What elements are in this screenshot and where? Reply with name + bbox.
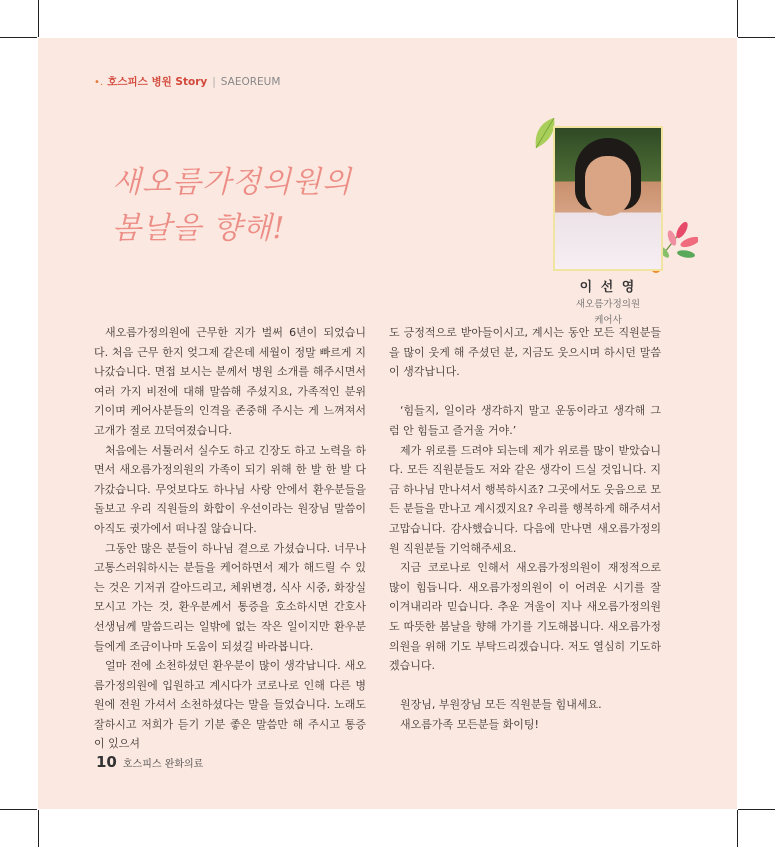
page-number: 10 bbox=[96, 753, 117, 771]
page-footer bbox=[96, 753, 203, 771]
crop-mark bbox=[738, 37, 775, 38]
author-photo bbox=[553, 126, 663, 271]
article-title bbox=[112, 160, 352, 252]
paragraph: 새오름가정의원에 근무한 지가 벌써 6년이 되었습니다. 처음 근무 한지 엊그제 같은데 세월이 정말 빠르게 지나갔습니다. 면접 보시는 분께서 병원 소개를 해주시면서 여러 가지 비전에 대해 말씀해 주셨지요, 가족적인 분위기이며 케어사분들의 인격을 존중해 주시는 게 느껴져서 고개가 절로 끄덕여졌습니다. bbox=[94, 326, 366, 437]
dots-icon: •․ bbox=[94, 77, 104, 88]
paragraph: 제가 위로를 드려야 되는데 제가 위로를 많이 받았습니다. 모든 직원분들도 저와 같은 생각이 드실 것입니다. 지금 하나님 만나셔서 행복하시죠? 그곳에서도 웃음으로 모든 분들을 만나고 계시겠지요? 우리를 행복하게 해주셔서 고맙습니다. 감사했습니다. 다음에 만나면 새오름가정의원 직원분들 기억해주세요. bbox=[389, 443, 661, 555]
crop-mark bbox=[38, 0, 39, 37]
title-line-2: 봄날을 향해! bbox=[112, 211, 286, 246]
body-column-left bbox=[94, 323, 366, 754]
crop-mark bbox=[738, 809, 775, 810]
crop-mark bbox=[0, 809, 37, 810]
paragraph: 처음에는 서툴러서 실수도 하고 긴장도 하고 노력을 하면서 새오름가정의원의 가족이 되기 위해 한 발 한 발 다가갔습니다. 무엇보다도 하나님 사랑 안에서 환우분들을 돌보고 우리 직원들의 화합이 우선이라는 원장님 말씀이 아직도 귓가에서 떠나질 않습니다. bbox=[94, 443, 366, 535]
paragraph: 도 긍정적으로 받아들이시고, 계시는 동안 모든 직원분들을 많이 웃게 해 주셨던 분, 지금도 웃으시며 하시던 말씀이 생각납니다. bbox=[389, 326, 661, 379]
crop-mark bbox=[38, 810, 39, 847]
paragraph: 새오름가족 모든분들 화이팅! bbox=[400, 717, 539, 731]
crop-mark bbox=[0, 37, 37, 38]
header-divider: | bbox=[212, 76, 216, 88]
paragraph: 얼마 전에 소천하셨던 환우분이 많이 생각납니다. 새오름가정의원에 입원하고 계시다가 코로나로 인해 다른 병원에 전원 가셔서 소천하셨다는 말을 들었습니다. 노래도 잘하시고 저희가 듣기 기분 좋은 말씀만 해 주시고 통증이 있으셔 bbox=[94, 659, 366, 751]
running-header bbox=[94, 74, 280, 89]
crop-mark bbox=[737, 0, 738, 37]
title-line-1: 새오름가정의원의 bbox=[112, 165, 352, 200]
author-affiliation: 새오름가정의원 bbox=[575, 299, 641, 310]
paragraph: 그동안 많은 분들이 하나님 곁으로 가셨습니다. 너무나 고통스러워하시는 분들을 케어하면서 제가 해드릴 수 있는 것은 기저귀 갈아드리고, 체위변경, 식사 시중, 화장실 모시고 가는 것, 환우분께서 통증을 호소하시면 간호사 선생님께 말씀드리는 일밖에 없는 작은 일이지만 환우분들에게 조금이나마 도움이 되셨길 바라봅니다. bbox=[94, 541, 366, 653]
author-name: 이 선 영 bbox=[579, 280, 637, 295]
body-column-right bbox=[389, 323, 661, 734]
author-role: 케어사 bbox=[594, 315, 622, 326]
page bbox=[38, 38, 737, 809]
paragraph: 원장님, 부원장님 모든 직원분들 힘내세요. bbox=[400, 698, 602, 712]
quote: ‘힘들지, 일이라 생각하지 말고 운동이라고 생각해 그럼 안 힘들고 즐거울 거야.’ bbox=[389, 404, 661, 437]
paragraph: 지금 코로나로 인해서 새오름가정의원이 재정적으로 많이 힘듭니다. 새오름가정의원이 이 어려운 시기를 잘 이겨내리라 믿습니다. 추운 겨울이 지나 새오름가정의원도 따뜻한 봄날을 향해 가기를 기도해봅니다. 새오름가정의원을 위해 기도 부탁드리겠습니다. 저도 열심히 기도하겠습니다. bbox=[389, 561, 661, 673]
section-label: 호스피스 병원 Story bbox=[107, 76, 208, 88]
crop-mark bbox=[737, 810, 738, 847]
publication-label: SAEOREUM bbox=[220, 76, 281, 88]
footer-publication: 호스피스 완화의료 bbox=[122, 759, 204, 770]
